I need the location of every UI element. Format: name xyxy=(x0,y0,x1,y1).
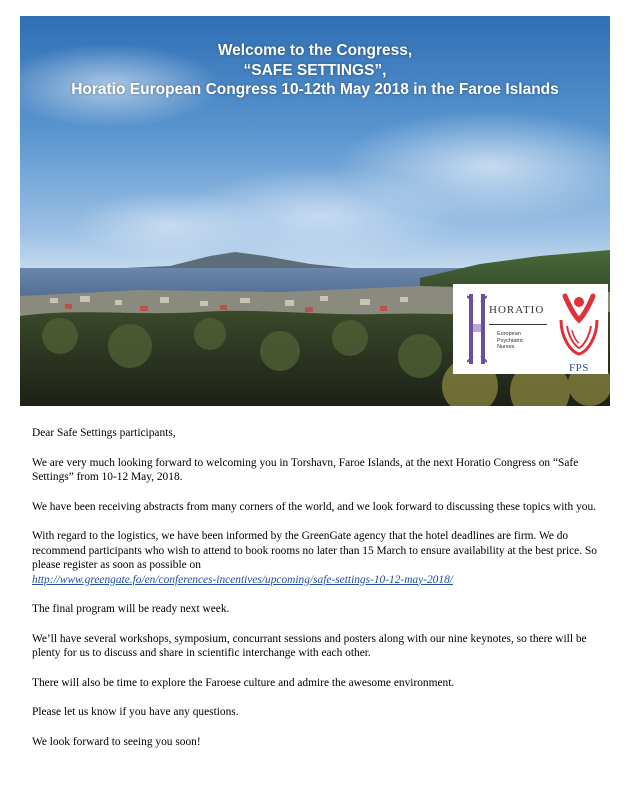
logistics-text: With regard to the logistics, we have been informed by the GreenGate agency that the hotel deadlines are firm. We do recommend participants who wish to attend to book rooms no later than 15 March to ensure availability at the best price. So please register as soon as possible on xyxy=(32,530,597,571)
banner-title-line-2: “SAFE SETTINGS”, xyxy=(243,61,387,79)
registration-link[interactable]: http://www.greengate.fo/en/conferences-incentives/upcoming/safe-settings-10-12-may-2018/ xyxy=(32,573,453,586)
paragraph-welcome: We are very much looking forward to welcoming you in Torshavn, Faroe Islands, at the next Horatio Congress on “Safe Settings” from 10-12 May, 2018. xyxy=(32,456,579,483)
paragraph-logistics xyxy=(32,529,612,587)
paragraph-culture: There will also be time to explore the Faroese culture and admire the awesome environment. xyxy=(32,676,455,689)
horatio-subtitle-line-2: Psychiatric xyxy=(497,337,524,344)
horatio-divider xyxy=(489,324,547,325)
horatio-subtitle-line-1: European xyxy=(497,331,521,337)
letter-body xyxy=(32,426,612,764)
paragraph-sessions: We’ll have several workshops, symposium, concurrant sessions and posters along with our nine keynotes, so there will be plenty for us to discuss and share in scientific interchange with each other. xyxy=(32,632,587,659)
greeting: Dear Safe Settings participants, xyxy=(32,427,176,439)
eps-logo-icon xyxy=(555,290,603,360)
paragraph-questions: Please let us know if you have any questions. xyxy=(32,706,239,718)
sponsor-logos xyxy=(453,284,608,374)
paragraph-program: The final program will be ready next week. xyxy=(32,603,230,615)
horatio-subtitle xyxy=(497,331,524,351)
banner-title-line-1: Welcome to the Congress, xyxy=(217,42,413,59)
banner-title xyxy=(20,41,610,100)
paragraph-abstracts: We have been receiving abstracts from many corners of the world, and we look forward to discussing these topics with you. xyxy=(32,500,597,513)
paragraph-closing: We look forward to seeing you soon! xyxy=(32,735,201,748)
eps-logo-text: FPS xyxy=(569,362,589,374)
banner-title-line-3: Horatio European Congress 10-12th May 2018 in the Faroe Islands xyxy=(71,81,559,98)
horatio-subtitle-line-3: Nurses xyxy=(497,344,515,350)
horatio-logo-icon xyxy=(467,294,487,364)
banner-image xyxy=(20,16,610,406)
horatio-logo-text: HORATIO xyxy=(489,304,545,316)
